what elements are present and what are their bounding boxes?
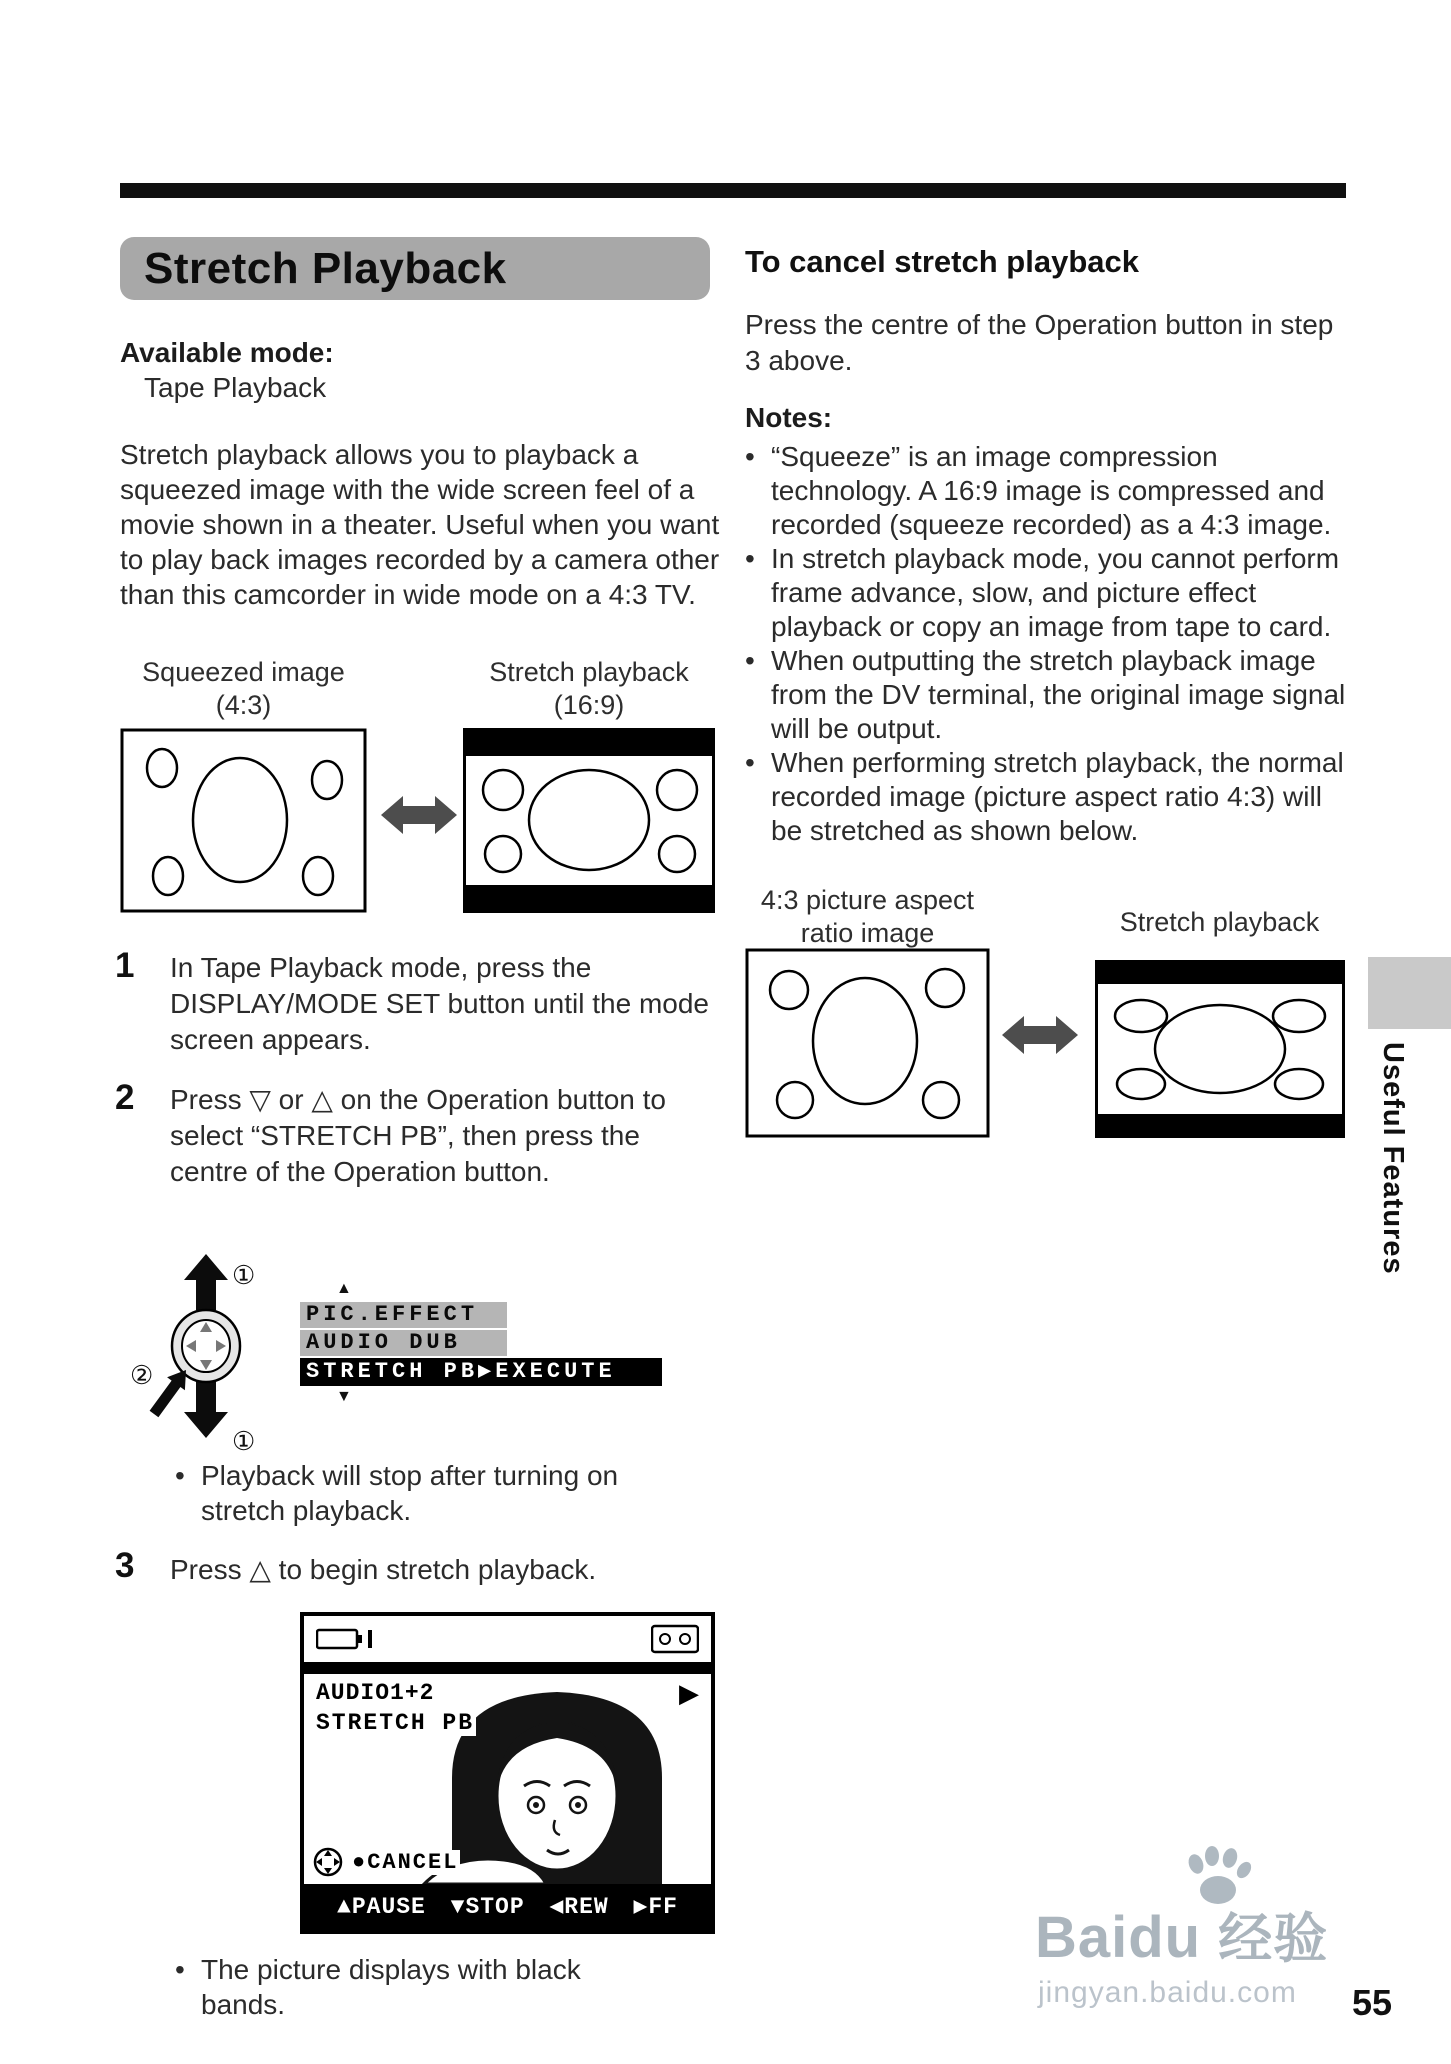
- down-arrow-icon: [184, 1382, 228, 1438]
- caption-line: Squeezed image: [142, 657, 345, 687]
- menu-item-stretch-pb-selected: [300, 1358, 662, 1386]
- intro-paragraph: Stretch playback allows you to playback a squeezed image with the wide screen feel of a movie shown in a theater. Useful when you want to play back images recorded by a camera other than this camcorder in wide mode on a 4:3 TV.: [120, 439, 720, 610]
- aspect-4-3-diagram: [745, 948, 990, 1138]
- bullet-icon: •: [745, 543, 755, 574]
- note-text: In stretch playback mode, you cannot perform frame advance, slow, and picture effect playback or copy an image from tape to card.: [771, 543, 1340, 642]
- step3-text: Press △ to begin stretch playback.: [170, 1554, 597, 1585]
- camcorder-screen-figure: [300, 1612, 715, 1934]
- bullet-icon: •: [745, 747, 755, 778]
- step2-number: 2: [115, 1078, 135, 1117]
- press-arrow-icon: [150, 1370, 186, 1417]
- transport-bar: [304, 1884, 711, 1930]
- menu-item-label: PIC.EFFECT: [306, 1302, 479, 1327]
- callout-1-top: ①: [232, 1260, 256, 1290]
- menu-cursor-up-icon: ▲: [336, 1280, 352, 1297]
- step2-text: Press ▽ or △ on the Operation button to select “STRETCH PB”, then press the centre of the Operation button.: [170, 1084, 667, 1187]
- bullet-icon: •: [745, 645, 755, 676]
- figure1-left-caption: [120, 656, 367, 722]
- caption-line: (16:9): [553, 690, 625, 720]
- double-arrow-icon: [1000, 1012, 1080, 1058]
- menu-item-label: STRETCH PB▶EXECUTE: [306, 1359, 616, 1384]
- available-mode-label: Available mode:: [120, 337, 334, 368]
- menu-cursor-down-icon: ▼: [336, 1388, 352, 1405]
- double-arrow-icon: [379, 792, 459, 838]
- figure2-right-caption: [1092, 906, 1347, 939]
- caption-line: (4:3): [215, 690, 272, 720]
- operation-button-diagram: [128, 1252, 298, 1457]
- menu-item-label: AUDIO DUB: [306, 1330, 461, 1355]
- page-number: 55: [1352, 1982, 1393, 2023]
- play-icon: ▶: [679, 1678, 699, 1708]
- notes-list: [745, 440, 1353, 848]
- letterbox-band: [304, 1662, 711, 1674]
- notes-heading: Notes:: [745, 402, 833, 433]
- note-text: When outputting the stretch playback image from the DV terminal, the original image signal will be output.: [771, 645, 1346, 744]
- figure2-left-caption: [745, 884, 990, 950]
- step1-number: 1: [115, 946, 135, 985]
- cancel-section-body: Press the centre of the Operation button in step 3 above.: [745, 309, 1334, 376]
- watermark-brand: [1035, 1896, 1328, 1973]
- section-title-box: [120, 237, 710, 300]
- callout-2: ②: [130, 1360, 154, 1390]
- top-rule: [120, 183, 1346, 198]
- section-tab: [1368, 957, 1451, 1029]
- note-after-step3: [175, 1952, 625, 2022]
- step3-number: 3: [115, 1546, 135, 1585]
- caption-line: Stretch playback: [489, 657, 689, 687]
- note-item: [745, 542, 1353, 644]
- caption-line: ratio image: [800, 918, 935, 948]
- cassette-icon: [651, 1624, 699, 1654]
- watermark-url: jingyan.baidu.com: [1038, 1976, 1297, 2009]
- cancel-indicator: [312, 1846, 460, 1878]
- menu-item-audio-dub: [300, 1330, 507, 1356]
- note-item: [745, 746, 1353, 848]
- note-text: Playback will stop after turning on stretch playback.: [201, 1460, 619, 1526]
- up-arrow-icon: [184, 1254, 228, 1310]
- caption-line: 4:3 picture aspect: [760, 885, 975, 915]
- page-title: Stretch Playback: [144, 244, 507, 293]
- figure1-right-caption: [463, 656, 715, 722]
- bullet-icon: •: [175, 1460, 185, 1491]
- step1-text: In Tape Playback mode, press the DISPLAY/MODE SET button until the mode screen appears.: [170, 952, 709, 1055]
- watermark-brand-cn: 经验: [1218, 1909, 1329, 1969]
- stretch-16-9-diagram: [463, 728, 715, 913]
- battery-icon: [316, 1627, 374, 1651]
- note-text: When performing stretch playback, the normal recorded image (picture aspect ratio 4:3) will be stretched as shown below.: [771, 747, 1344, 846]
- note-item: [745, 644, 1353, 746]
- cancel-section-heading: To cancel stretch playback: [745, 244, 1139, 279]
- bullet-icon: •: [745, 441, 755, 472]
- menu-item-pic-effect: [300, 1302, 507, 1328]
- note-text: “Squeeze” is an image compression technology. A 16:9 image is compressed and recorded (squeeze recorded) as a 4:3 image.: [771, 441, 1332, 540]
- note-item: [745, 440, 1353, 542]
- bullet-icon: •: [175, 1954, 185, 1985]
- screen-picture-area: [304, 1674, 711, 1884]
- osd-audio-label: AUDIO1+2: [316, 1680, 435, 1706]
- stretched-playback-diagram: [1095, 960, 1345, 1138]
- section-tab-label: Useful Features: [1377, 1042, 1409, 1275]
- available-mode-value: Tape Playback: [144, 372, 327, 403]
- operation-button-icon: [312, 1846, 344, 1878]
- squeezed-4-3-diagram: [120, 728, 367, 913]
- transport-labels: ▲PAUSE ▼STOP ◀REW ▶FF: [337, 1894, 678, 1920]
- osd-cancel-label: ●CANCEL: [352, 1849, 459, 1875]
- note-text: The picture displays with black bands.: [201, 1954, 581, 2020]
- callout-1-bottom: ①: [232, 1426, 256, 1456]
- caption-line: Stretch playback: [1119, 907, 1320, 937]
- watermark-brand-latin: Baidu: [1035, 1905, 1202, 1970]
- screen-status-strip: [304, 1616, 711, 1662]
- osd-mode-label: STRETCH PB: [316, 1710, 475, 1736]
- note-after-step2: [175, 1458, 675, 1528]
